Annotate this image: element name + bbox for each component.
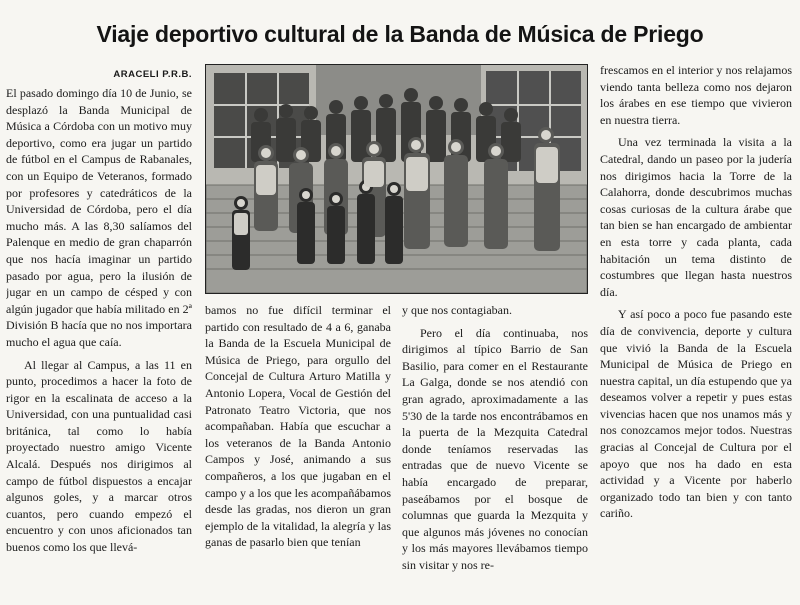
paragraph: Al llegar al Campus, a las 11 en punto, procedimos a hacer la foto de rigor en la escalinata de acceso a la Universidad, con una puntualidad casi británica, tal como lo había proyectado nuestro amigo Vicente Alcalá. Después nos dirigimos al campo de fútbol dispuestos a encajar algunos goles, y a marcar otros cuantos, pero cuando empezó el encuentro y con unos aficionados tan buenos como los que llevá-	[6, 357, 192, 555]
paragraph: El pasado domingo día 10 de Junio, se desplazó la Banda Municipal de Música a Córdoba con un motivo muy deportivo, como era jugar un partido de fútbol en el Campus de Rabanales, con un Equipo de Veteranos, formado por profesores y catedráticos de la Universidad de Córdoba, pero el día mucho más. A las 8,30 salíamos del Palenque en medio de gran chaparrón que nos hacía imaginar un partido pasado por agua, pero la ilusión de jugar en un campo de césped y con algún jugador que había militado en 2ª División B hacía que no nos importara mucho el agua que caía.	[6, 86, 192, 349]
group-photo-illustration	[206, 65, 587, 293]
paragraph: Pero el día continuaba, nos dirigimos al típico Barrio de San Basilio, para comer en el Restaurante La Galga, donde se nos atendió con gran agrado, aproximadamente a las 5'30 de la tarde nos encontrábamos en la puerta de la Mezquita Catedral donde teníamos reservadas las entradas que de nuevo Vicente se había encargado de preparar, paseábamos por el bosque de columnas que guarda la Mezquita y que algunos más jóvenes no conocían y los más mayores llevábamos tiempo sin visitar y nos re-	[402, 325, 588, 572]
article-column-1	[6, 85, 192, 600]
article-column-4	[600, 62, 792, 602]
group-photo	[205, 64, 588, 294]
author-byline: ARACELI P.R.B.	[113, 69, 192, 80]
paragraph: Y así poco a poco fue pasando este día de convivencia, deporte y cultura que vivió la Banda de la Escuela Municipal de Música de Priego en nuestra capital, un día estupendo que ya deseamos volver a repetir y pues estas vivencias hacen que nos unamos más y nos conozcamos mejor todos. Nuestras gracias al Concejal de Cultura por el apoyo que nos ha dado en esta actividad y a Vicente por haberlo organizado todo tan bien y con tanto cariño.	[600, 307, 792, 521]
paragraph: bamos no fue difícil terminar el partido con resultado de 4 a 6, ganaba la Banda de la Escuela Municipal de Música de Priego, para orgullo del Concejal de Cultura Arturo Matilla y Antonio Lopera, Vocal de Gestión del Patronato Teatro Victoria, que nos acompañaban. Había que escuchar a los veteranos de la Banda Antonio Campos y José, animando a sus compañeros, a los que jugaban en el campo y a los que les acompañábamos desde las gradas, nos dieron un gran ejemplo de la vitalidad, la alegría y las ganas de pasarlo bien que tenían	[205, 303, 391, 550]
paragraph: Una vez terminada la visita a la Catedral, dando un paseo por la judería nos dirigimos hacia la Torre de la Calahorra, donde descubrimos muchas cosas curiosas de la cultura árabe que tan bien se han encargado de ambientar en esta torre y cada planta, cada habitación un tema distinto de costumbres que llegan hasta nuestros día.	[600, 135, 792, 299]
headline: Viaje deportivo cultural de la Banda de Música de Priego	[96, 21, 704, 48]
article-column-2	[205, 302, 391, 602]
paragraph: y que nos contagiaban.	[402, 303, 512, 317]
article-column-3	[402, 302, 588, 602]
paragraph: frescamos en el interior y nos relajamos viendo tanta belleza como nos dejaron los árabes en ese tiempo que vivieron en nuestra tierra.	[600, 63, 792, 127]
